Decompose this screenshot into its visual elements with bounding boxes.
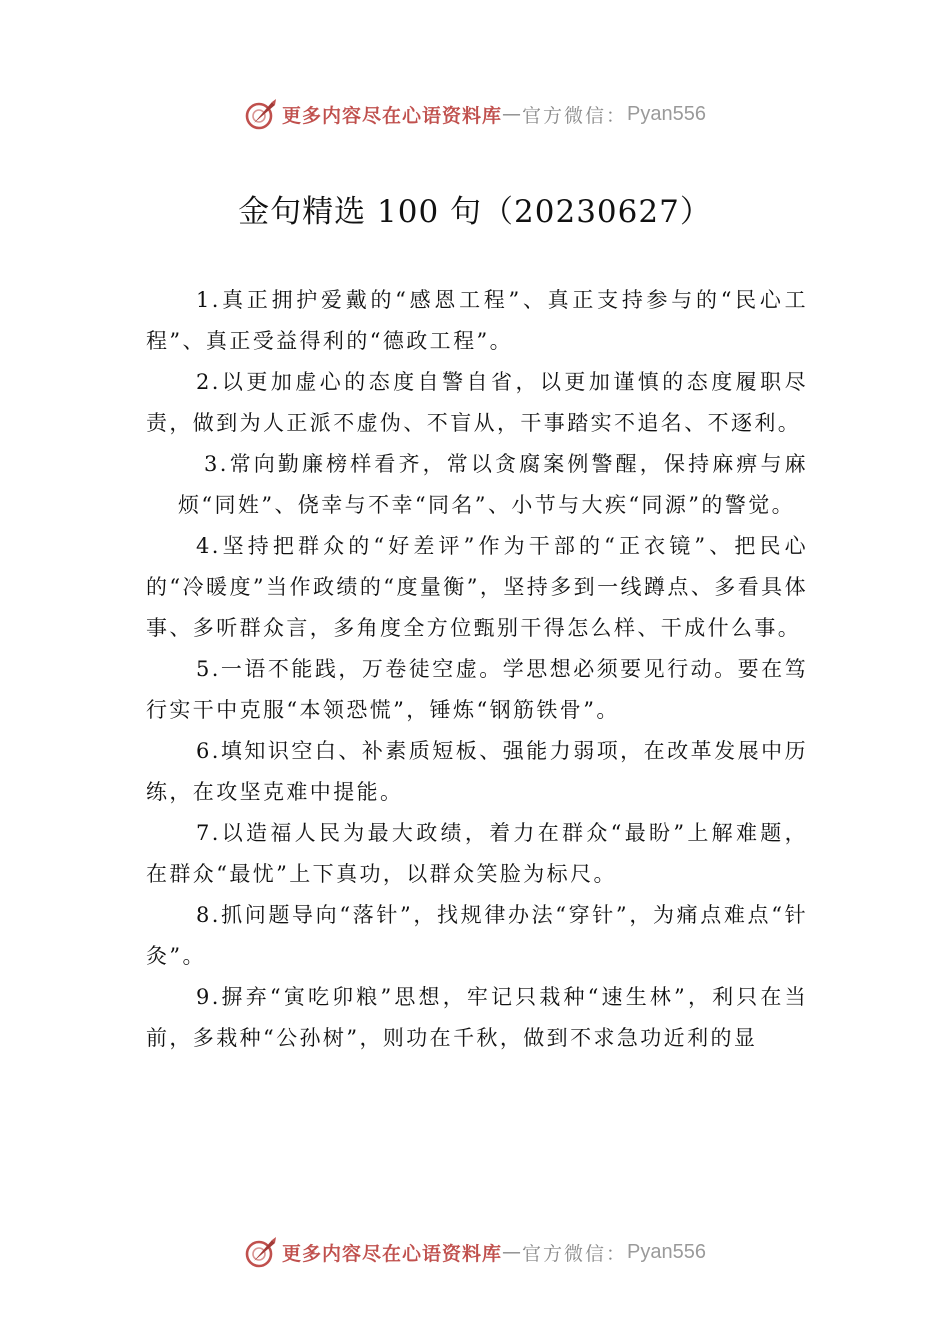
paragraph-7: 7.以造福人民为最大政绩，着力在群众“最盼”上解难题，在群众“最忧”上下真功，以群众笑脸为标尺。 [146,821,808,886]
watermark-wechat-label: 官方微信： [522,1242,628,1265]
quill-circle-icon [244,1235,278,1269]
paragraph-4: 4.坚持把群众的“好差评”作为干部的“正衣镜”、把民心的“冷暖度”当作政绩的“度量衡”，坚持多到一线蹲点、多看具体事、多听群众言，多角度全方位甄别干得怎么样、干成什么事。 [146,534,808,640]
watermark-separator: — [502,1241,523,1263]
paragraph-5: 5.一语不能践，万卷徒空虚。学思想必须要见行动。要在笃行实干中克服“本领恐慌”，锤炼“钢筋铁骨”。 [146,657,808,722]
watermark-banner-bottom [0,1232,950,1272]
paragraph-9: 9.摒弃“寅吃卯粮”思想，牢记只栽种“速生林”，利只在当前，多栽种“公孙树”，则功在千秋，做到不求急功近利的显 [146,985,808,1050]
watermark-banner-top [0,94,950,134]
paragraph-8: 8.抓问题导向“落针”，找规律办法“穿针”，为痛点难点“针灸”。 [146,903,808,968]
watermark-wechat-label: 官方微信： [522,104,628,127]
paragraph-2: 2.以更加虚心的态度自警自省，以更加谨慎的态度履职尽责，做到为人正派不虚伪、不盲从，干事踏实不追名、不逐利。 [146,370,808,435]
watermark-brand: 更多内容尽在心语资料库 [282,104,503,127]
watermark-separator: — [502,103,523,125]
watermark-wechat-id: Pyan556 [627,102,706,125]
document-body [146,280,808,1059]
watermark-wechat-id: Pyan556 [627,1240,706,1263]
quill-circle-icon [244,97,278,131]
paragraph-6: 6.填知识空白、补素质短板、强能力弱项，在改革发展中历练，在攻坚克难中提能。 [146,739,808,804]
document-title: 金句精选 100 句（20230627） [238,194,712,230]
paragraph-1: 1.真正拥护爱戴的“感恩工程”、真正支持参与的“民心工程”、真正受益得利的“德政工程”。 [146,288,808,353]
paragraph-3: 3.常向勤廉榜样看齐，常以贪腐案例警醒，保持麻痹与麻烦“同姓”、侥幸与不幸“同名”、小节与大疾“同源”的警觉。 [178,452,808,517]
watermark-brand: 更多内容尽在心语资料库 [282,1242,503,1265]
